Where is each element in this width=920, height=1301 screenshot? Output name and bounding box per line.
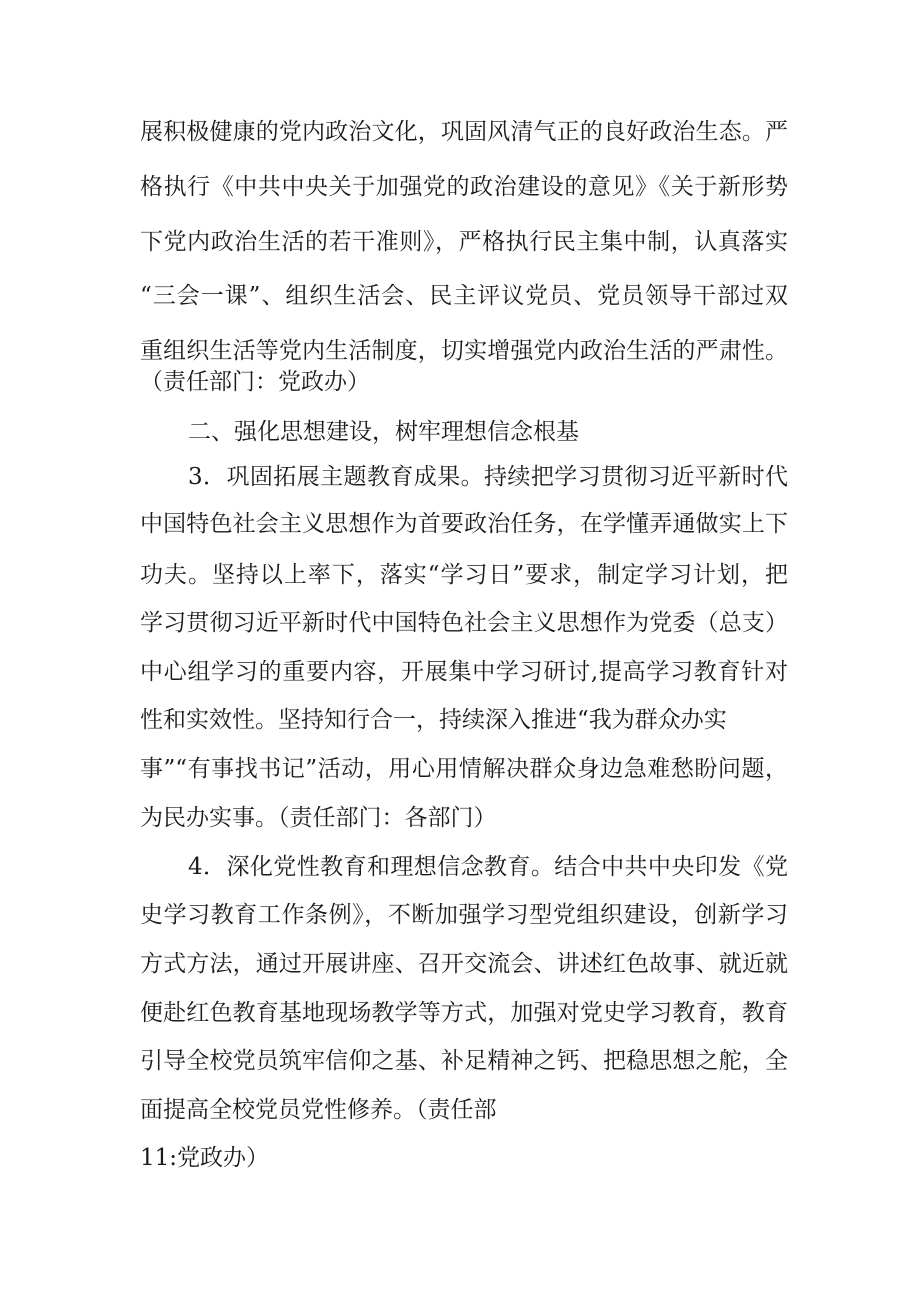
text-line-14: 事”“有事找书记”活动，用心用情解决群众身边急难愁盼问题， <box>140 756 788 782</box>
text-line-17: 史学习教育工作条例》，不断加强学习型党组织建设，创新学习 <box>140 902 788 928</box>
text-line-20: 引导全校党员筑牢信仰之基、补足精神之钙、把稳思想之舵，全 <box>140 1048 788 1074</box>
text-line-6: （责任部门：党政办） <box>140 369 370 395</box>
text-line-18: 方式方法，通过开展讲座、召开交流会、讲述红色故事、就近就 <box>140 951 788 977</box>
section-heading: 二、强化思想建设，树牢理想信念根基 <box>188 419 579 445</box>
text-line-1: 展积极健康的党内政治文化，巩固风清气正的良好政治生态。严 <box>140 119 788 145</box>
text-line-3: 下党内政治生活的若干准则》，严格执行民主集中制，认真落实 <box>140 229 788 255</box>
text-line-9: 中国特色社会主义思想作为首要政治任务，在学懂弄通做实上下 <box>140 511 788 537</box>
text-line-11: 学习贯彻习近平新时代中国特色社会主义思想作为党委（总支） <box>140 610 788 636</box>
text-line-13: 性和实效性。坚持知行合一，持续深入推进“我为群众办实 <box>140 707 727 733</box>
text-line-22: 11:党政办） <box>140 1145 270 1171</box>
text-line-15: 为民办实事。（责任部门：各部门） <box>140 805 497 831</box>
text-line-2: 格执行《中共中央关于加强党的政治建设的意见》《关于新形势 <box>140 174 788 200</box>
text-line-16: 4．深化党性教育和理想信念教育。结合中共中央印发《党 <box>188 854 788 880</box>
text-line-10: 功夫。坚持以上率下，落实“学习日”要求，制定学习计划，把 <box>140 562 788 588</box>
text-line-19: 便赴红色教育基地现场教学等方式，加强对党史学习教育，教育 <box>140 1000 788 1026</box>
text-line-4: “三会一课”、组织生活会、民主评议党员、党员领导干部过双 <box>140 283 788 309</box>
text-line-21: 面提高全校党员党性修养。（责任部 <box>140 1097 497 1123</box>
text-line-8: 3．巩固拓展主题教育成果。持续把学习贯彻习近平新时代 <box>188 464 788 490</box>
text-line-5: 重组织生活等党内生活制度，切实增强党内政治生活的严肃性。 <box>140 338 788 364</box>
text-line-12: 中心组学习的重要内容，开展集中学习研讨,提高学习教育针对 <box>140 659 788 685</box>
